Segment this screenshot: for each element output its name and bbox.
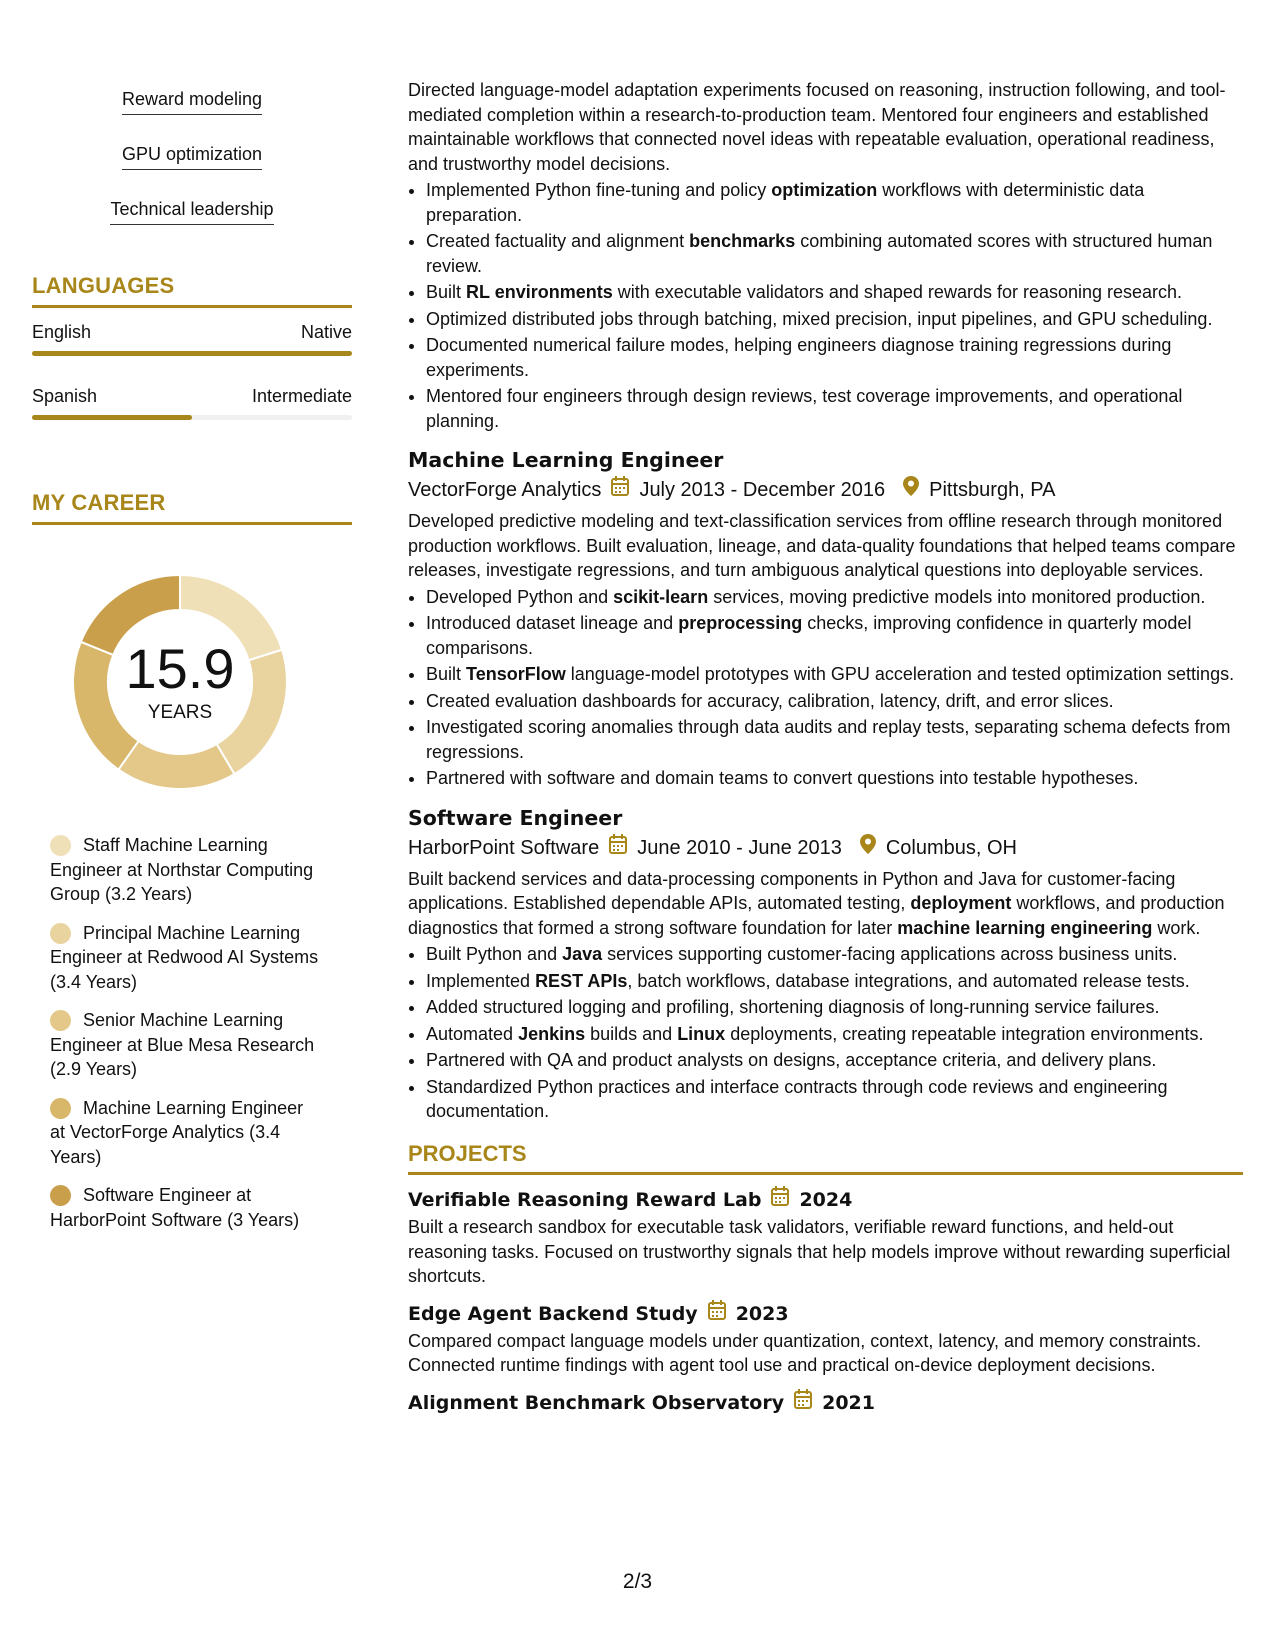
legend-item [50, 1096, 320, 1170]
legend-label: Staff Machine Learning Engineer at Northstar Computing Group (3.2 Years) [50, 835, 314, 904]
legend-label: Senior Machine Learning Engineer at Blue Mesa Research (2.9 Years) [50, 1010, 315, 1079]
language-item [32, 386, 352, 420]
career-heading: MY CAREER [32, 490, 352, 525]
bullet-item: • Developed Python and scikit-learn services, moving predictive models into monitored production. [426, 585, 1243, 610]
donut-center [65, 567, 295, 797]
language-name: English [32, 322, 92, 342]
location-pin-icon [903, 475, 919, 505]
legend-swatch [50, 1010, 71, 1031]
legend-label: Software Engineer at HarborPoint Software (3 Years) [50, 1185, 300, 1230]
skill-tag: Reward modeling [122, 78, 262, 115]
calendar-icon [771, 1185, 789, 1215]
calendar-icon [794, 1388, 812, 1418]
languages-heading: LANGUAGES [32, 273, 352, 308]
calendar-icon [708, 1299, 726, 1329]
project-title-row [408, 1299, 1243, 1329]
bullet-item: • Investigated scoring anomalies through data audits and replay tests, separating schema defects from regressions. [426, 715, 1243, 764]
career-total-years: 15.9 [125, 637, 235, 700]
company-name: VectorForge Analytics [408, 479, 602, 501]
company-name: HarborPoint Software [408, 836, 600, 859]
project-description: Compared compact language models under quantization, context, latency, and memory constraints. Connected runtime findings with agent tool use and practical on-device deployment decisions. [408, 1330, 1202, 1375]
job-dates: June 2010 - June 2013 [637, 836, 842, 859]
legend-swatch [50, 1098, 71, 1119]
job-summary: Built backend services and data-processing components in Python and Java for customer-facing applications. Established dependable APIs, automated testing, deployment workflows, and production diagnostics that formed a strong software foundation for later machine learning engineering work. [408, 868, 1225, 938]
bullet-item: • Added structured logging and profiling, shortening diagnosis of long-running service failures. [426, 995, 1243, 1020]
career-total-unit: YEARS [147, 702, 213, 723]
career-donut-chart [65, 567, 295, 797]
bullet-item: • Introduced dataset lineage and preprocessing checks, improving confidence in quarterly model comparisons. [426, 611, 1243, 660]
job-location: Pittsburgh, PA [929, 479, 1056, 501]
bullet-item: • Mentored four engineers through design reviews, test coverage improvements, and operational planning. [426, 384, 1243, 433]
legend-item [50, 1008, 320, 1082]
bullet-item: • Partnered with software and domain teams to convert questions into testable hypotheses. [426, 766, 1243, 791]
language-name: Spanish [32, 386, 98, 406]
project-title: Verifiable Reasoning Reward Lab [408, 1189, 762, 1211]
job-dates: July 2013 - December 2016 [639, 479, 886, 501]
job-summary: Developed predictive modeling and text-classification services from offline research through monitored production workflows. Built evaluation, lineage, and data-quality foundations that helped teams compare releases, investigate regressions, and turn ambiguous analytical questions into deployable services. [408, 511, 1236, 580]
job-meta [408, 833, 1243, 863]
project-year: 2023 [735, 1302, 789, 1325]
main-content [408, 78, 1243, 1418]
bullet-item: • Built Python and Java services supporting customer-facing applications across business units. [426, 942, 1243, 967]
job-bullets [408, 585, 1243, 791]
calendar-icon [611, 475, 629, 505]
language-item [32, 322, 352, 356]
legend-item [50, 833, 320, 907]
language-bar [32, 415, 352, 420]
job-title: Software Engineer [408, 805, 623, 830]
bullet-item: • Created factuality and alignment benchmarks combining automated scores with structured human review. [426, 229, 1243, 278]
sidebar [32, 78, 352, 1246]
bullet-item: • Implemented Python fine-tuning and policy optimization workflows with deterministic data preparation. [426, 178, 1243, 227]
bullet-item: • Created evaluation dashboards for accuracy, calibration, latency, drift, and error slices. [426, 689, 1243, 714]
skills-list [32, 78, 352, 243]
role-bullets [408, 178, 1243, 433]
project-title-row [408, 1388, 1243, 1418]
bullet-item: • Optimized distributed jobs through batching, mixed precision, input pipelines, and GPU scheduling. [426, 307, 1243, 332]
project-year: 2021 [822, 1391, 875, 1414]
language-bar [32, 351, 352, 356]
page-number: 2/3 [622, 1570, 653, 1593]
location-pin-icon [860, 833, 876, 863]
project-title: Alignment Benchmark Observatory [408, 1391, 785, 1414]
legend-label: Machine Learning Engineer at VectorForge Analytics (3.4 Years) [50, 1097, 304, 1167]
bullet-item: • Implemented REST APIs, batch workflows, database integrations, and automated release tests. [426, 969, 1243, 994]
legend-swatch [50, 923, 71, 944]
legend-label: Principal Machine Learning Engineer at Redwood AI Systems (3.4 Years) [50, 922, 319, 992]
legend-item [50, 921, 320, 995]
role-summary: Directed language-model adaptation experiments focused on reasoning, instruction following, and tool-mediated completion within a research-to-production team. Mentored four engineers and established maintainable workflows that connected novel ideas with repeatable evaluation, operational readiness, and trustworthy model decisions. [408, 80, 1226, 174]
job-bullets [408, 942, 1243, 1124]
calendar-icon [609, 833, 627, 863]
language-bar-fill [32, 415, 192, 420]
legend-item [50, 1183, 320, 1232]
projects-heading: PROJECTS [408, 1142, 1243, 1176]
career-legend [50, 833, 320, 1232]
bullet-item: • Built TensorFlow language-model prototypes with GPU acceleration and tested optimization settings. [426, 662, 1243, 687]
job-meta [408, 475, 1243, 505]
bullet-item: • Automated Jenkins builds and Linux deployments, creating repeatable integration environments. [426, 1022, 1243, 1047]
project-title: Edge Agent Backend Study [408, 1302, 698, 1325]
bullet-item: • Standardized Python practices and interface contracts through code reviews and engineering documentation. [426, 1075, 1243, 1124]
job-title: Machine Learning Engineer [408, 448, 724, 472]
bullet-item: • Documented numerical failure modes, helping engineers diagnose training regressions during experiments. [426, 333, 1243, 382]
project-year: 2024 [799, 1189, 853, 1211]
job-location: Columbus, OH [885, 836, 1017, 859]
project-title-row [408, 1185, 1243, 1215]
language-level: Native [300, 322, 352, 342]
language-level: Intermediate [251, 386, 352, 406]
bullet-item: • Partnered with QA and product analysts on designs, acceptance criteria, and delivery plans. [426, 1048, 1243, 1073]
legend-swatch [50, 1185, 71, 1206]
skill-tag: Technical leadership [110, 188, 273, 225]
skill-tag: GPU optimization [122, 133, 262, 170]
legend-swatch [50, 835, 71, 856]
project-description: Built a research sandbox for executable task validators, verifiable reward functions, and held-out reasoning tasks. Focused on trustworthy signals that help models improve without rewarding superficial shortcuts. [408, 1217, 1231, 1286]
language-bar-fill [32, 351, 352, 356]
bullet-item: • Built RL environments with executable validators and shaped rewards for reasoning research. [426, 280, 1243, 305]
